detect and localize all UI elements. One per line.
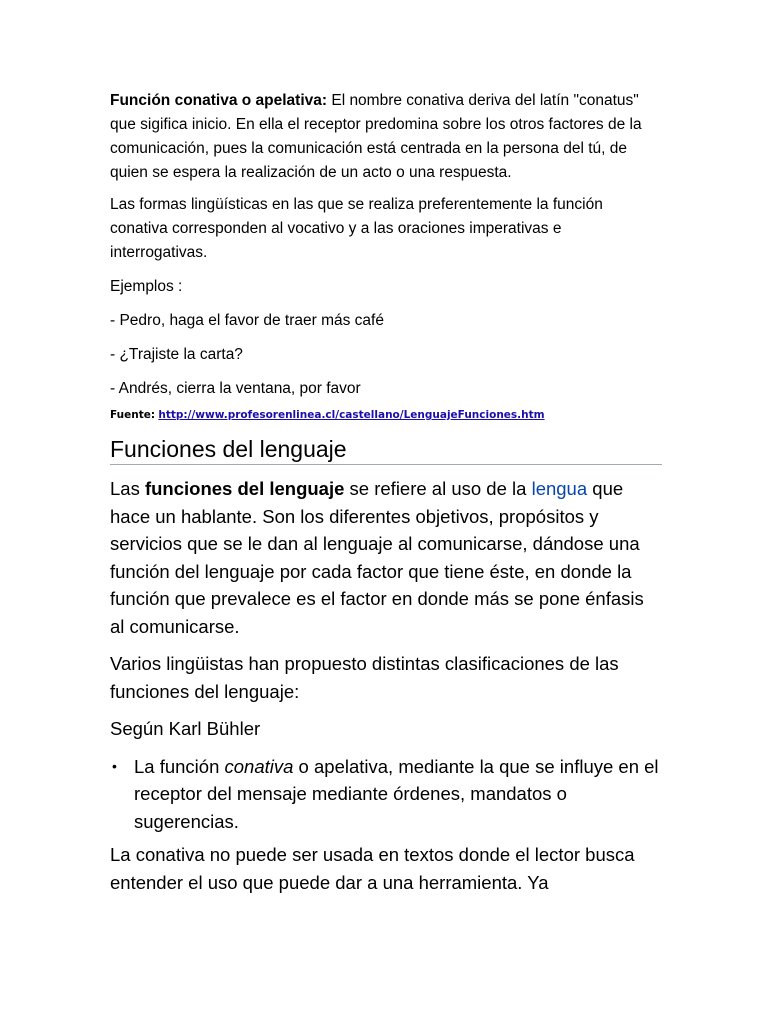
buhler-paragraph: Según Karl Bühler — [110, 718, 261, 739]
intro-term: Función conativa o apelativa: — [110, 92, 328, 109]
forms-paragraph: Las formas lingüísticas en las que se realiza preferentemente la función conativa corresponden al vocativo y a las oraciones imperativas e interrogativas. — [110, 196, 603, 261]
definition-paragraph — [110, 475, 662, 640]
examples-label: Ejemplos : — [110, 278, 183, 295]
conative-function-section — [110, 89, 662, 423]
list-item — [110, 753, 662, 836]
example-item: - Andrés, cierra la ventana, por favor — [110, 380, 361, 397]
list-item-text-end: o apelativa, mediante la que se influye en el receptor del mensaje mediante órdenes, mandatos o sugerencias. — [134, 755, 659, 832]
section-heading: Funciones del lenguaje — [110, 435, 662, 465]
function-list — [110, 753, 662, 836]
definition-text-end: que hace un hablante. Son los diferentes objetivos, propósitos y servicios que se le dan al lenguaje al comunicarse, dándose una función del lenguaje por cada factor que tiene éste, en donde la función que prevalece es el factor en donde más se pone énfasis al comunicarse. — [110, 478, 644, 637]
definition-term: funciones del lenguaje — [144, 478, 345, 499]
list-item-italic: conativa — [224, 755, 294, 777]
source-label: Fuente: — [110, 409, 156, 421]
language-functions-section — [110, 475, 662, 896]
intro-paragraph — [110, 89, 662, 185]
document-page — [110, 89, 662, 906]
list-item-text-start: La función — [134, 755, 225, 777]
lengua-link[interactable]: lengua — [531, 478, 588, 499]
example-item: - ¿Trajiste la carta? — [110, 346, 243, 363]
definition-text-start: Las — [110, 478, 145, 499]
intro-text: El nombre conativa deriva del latín "conatus" que sigifica inicio. En ella el receptor predomina sobre los otros factores de la comunicación, pues la comunicación está centrada en la persona del tú, de quien se espera la realización de un acto o una respuesta. — [110, 92, 642, 181]
classifications-paragraph: Varios lingüistas han propuesto distintas clasificaciones de las funciones del lenguaje: — [110, 653, 619, 702]
conative-usage-paragraph: La conativa no puede ser usada en textos donde el lector busca entender el uso que puede dar a una herramienta. Ya — [110, 844, 635, 893]
bullet-icon: • — [112, 757, 117, 774]
definition-text-mid: se refiere al uso de la — [344, 478, 532, 499]
example-item: - Pedro, haga el favor de traer más café — [110, 312, 384, 329]
source-link[interactable]: http://www.profesorenlinea.cl/castellano/LenguajeFunciones.htm — [158, 409, 545, 421]
source-line — [110, 407, 662, 423]
